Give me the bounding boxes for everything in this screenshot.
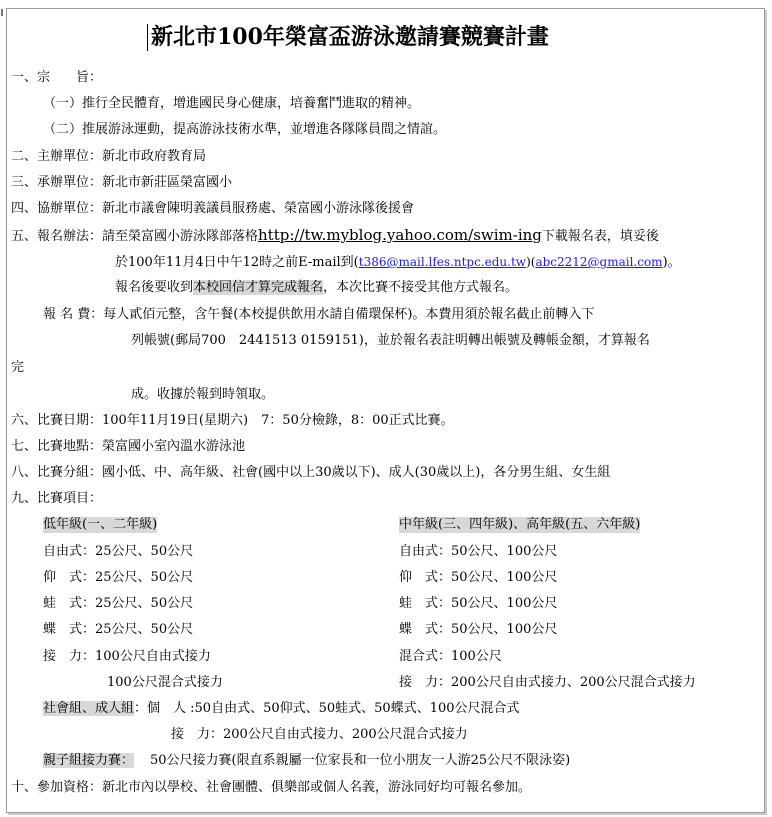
document-page	[6, 8, 765, 813]
section-5-line-2	[115, 254, 681, 271]
section-5-suffix: 下載報名表，填妥後	[541, 229, 659, 244]
social-group-line-1	[43, 701, 520, 717]
email-separator: )(	[526, 255, 536, 269]
confirm-text-b: ，本次比賽不接受其他方式報名。	[323, 280, 519, 295]
section-10: 十、參加資格：新北市內以學校、社會團體、俱樂部或個人名義，游泳同好均可報名參加。	[11, 780, 532, 795]
upper-event-breaststroke: 蛙 式：50公尺、100公尺	[399, 596, 558, 611]
family-relay-line	[43, 753, 570, 769]
lower-event-freestyle: 自由式：25公尺、50公尺	[43, 544, 194, 559]
upper-event-backstroke: 仰 式：50公尺、100公尺	[399, 570, 558, 585]
social-group-individual: ：個 人 :50自由式、50仰式、50蛙式、50蝶式、100公尺混合式	[134, 701, 520, 716]
email-link-2[interactable]: abc2212@gmail.com	[535, 255, 663, 269]
section-5-line-3	[115, 280, 518, 296]
section-4: 四、協辦單位：新北市議會陳明義議員服務處、榮富國小游泳隊後援會	[11, 201, 415, 216]
confirm-highlight: 本校回信才算完成報名	[193, 280, 324, 295]
social-group-label: 社會組、成人組	[43, 701, 135, 716]
section-7: 七、比賽地點：榮富國小室內溫水游泳池	[11, 439, 246, 454]
upper-event-medley: 混合式：100公尺	[399, 649, 502, 664]
upper-grade-heading: 中年級(三、四年級)、高年級(五、六年級)	[399, 517, 641, 532]
lower-event-relay: 接 力：100公尺自由式接力	[43, 649, 211, 664]
lower-grade-heading: 低年級(一、二年級)	[43, 517, 158, 532]
blog-url-link[interactable]: http://tw.myblog.yahoo.com/swim-ing	[258, 226, 542, 244]
email-link-1[interactable]: t386@mail.lfes.ntpc.edu.tw	[358, 255, 527, 269]
social-group-relay: 接 力：200公尺自由式接力、200公尺混合式接力	[171, 727, 468, 742]
deadline-end: )。	[662, 255, 681, 270]
fee-line-3: 完	[11, 360, 25, 375]
upper-event-butterfly: 蝶 式：50公尺、100公尺	[399, 622, 558, 637]
confirm-text-a: 報名後要收到	[115, 280, 194, 295]
lower-event-butterfly: 蝶 式：25公尺、50公尺	[43, 622, 194, 637]
section-2: 二、主辦單位：新北市政府教育局	[11, 149, 207, 164]
text-cursor	[147, 24, 148, 51]
section-6: 六、比賽日期：100年11月19日(星期六) 7：50分檢錄，8：00正式比賽。	[11, 413, 454, 428]
section-1-item-2: （二）推展游泳運動，提高游泳技術水準，並增進各隊隊員間之情誼。	[43, 122, 447, 137]
upper-event-freestyle: 自由式：50公尺、100公尺	[399, 544, 558, 559]
lower-event-breaststroke: 蛙 式：25公尺、50公尺	[43, 596, 194, 611]
family-relay-text: 50公尺接力賽(限直系親屬一位家長和一位小朋友一人游25公尺不限泳姿)	[150, 753, 571, 768]
family-relay-label: 親子組接力賽：	[43, 753, 135, 768]
section-5-prefix: 五、報名辦法：請至榮富國小游泳隊部落格	[11, 229, 259, 244]
lower-event-medley-relay: 100公尺混合式接力	[107, 675, 223, 690]
fee-line-2: 列帳號(郵局700 2441513 0159151)，並於報名表註明轉出帳號及轉帳金額，才算報名	[131, 333, 650, 348]
section-3: 三、承辦單位：新北市新莊區榮富國小	[11, 175, 233, 190]
section-8: 八、比賽分組：國小低、中、高年級、社會(國中以上30歲以下)、成人(30歲以上)，各分男生組、女生組	[11, 465, 611, 480]
document-title: 新北市100年榮富盃游泳邀請賽競賽計畫	[151, 24, 549, 50]
section-1-label: 一、宗 旨：	[11, 70, 103, 85]
section-5-line-1	[11, 227, 659, 245]
upper-event-relay: 接 力：200公尺自由式接力、200公尺混合式接力	[399, 675, 696, 690]
section-9-label: 九、比賽項目：	[11, 491, 103, 506]
section-1-item-1: （一）推行全民體育，增進國民身心健康，培養奮鬥進取的精神。	[43, 96, 421, 111]
fee-line-4: 成。收據於報到時領取。	[131, 387, 275, 402]
deadline-text: 於100年11月4日中午12時之前E-mail到(	[115, 255, 359, 270]
fee-line-1: 報 名 費：每人貳佰元整，含午餐(本校提供飲用水請自備環保杯)。本費用須於報名截止前轉入下	[43, 307, 595, 322]
lower-event-backstroke: 仰 式：25公尺、50公尺	[43, 570, 194, 585]
